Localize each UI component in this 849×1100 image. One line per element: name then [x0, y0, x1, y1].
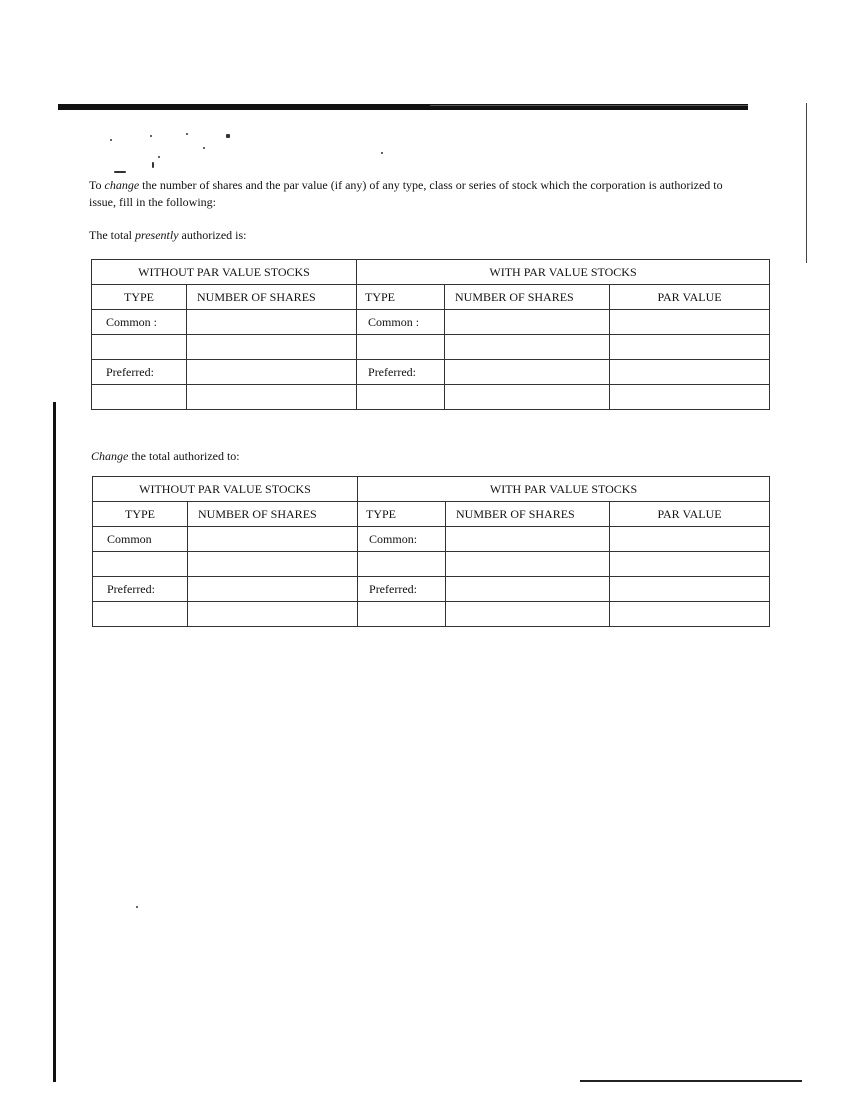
blank-type-field-par[interactable] — [357, 385, 445, 410]
number-of-shares-col-header-par: NUMBER OF SHARES — [445, 285, 610, 310]
common-par-value-field[interactable] — [610, 310, 770, 335]
blank-type-field-par[interactable] — [358, 602, 446, 627]
table-row — [92, 360, 770, 385]
instructions-paragraph: To change the number of shares and the par value (if any) of any type, class or series of stock which the corporation is authorized to issue, fill in the following: — [89, 178, 723, 209]
section-header-row — [93, 477, 770, 502]
blank-shares-field[interactable] — [187, 335, 357, 360]
blank-par-shares-field[interactable] — [445, 385, 610, 410]
top-rule-thin — [430, 105, 748, 106]
scan-speck — [158, 156, 160, 158]
scan-speck — [114, 171, 126, 173]
number-of-shares-col-header-par: NUMBER OF SHARES — [446, 502, 610, 527]
type-col-header: TYPE — [92, 285, 187, 310]
table-row — [93, 577, 770, 602]
par-value-col-header: PAR VALUE — [610, 285, 770, 310]
preferred-type-label-par: Preferred: — [358, 577, 446, 602]
preferred-shares-field[interactable] — [188, 577, 358, 602]
blank-shares-field[interactable] — [188, 552, 358, 577]
present-authorized-label: The total presently authorized is: — [89, 228, 247, 242]
change-authorized-label: Change the total authorized to: — [91, 449, 240, 463]
preferred-type-label: Preferred: — [92, 360, 187, 385]
preferred-par-value-field[interactable] — [610, 577, 770, 602]
par-value-col-header: PAR VALUE — [610, 502, 770, 527]
scan-speck — [136, 906, 138, 908]
scan-speck — [381, 152, 383, 154]
table-row — [93, 527, 770, 552]
common-shares-field[interactable] — [188, 527, 358, 552]
change-authorization-table — [92, 476, 770, 627]
column-header-row — [92, 285, 770, 310]
blank-type-field-par[interactable] — [358, 552, 446, 577]
preferred-shares-field[interactable] — [187, 360, 357, 385]
without-par-header: WITHOUT PAR VALUE STOCKS — [92, 260, 357, 285]
blank-shares-field[interactable] — [187, 385, 357, 410]
type-col-header: TYPE — [93, 502, 188, 527]
blank-par-shares-field[interactable] — [446, 602, 610, 627]
common-par-shares-field[interactable] — [446, 527, 610, 552]
common-type-label-par: Common: — [358, 527, 446, 552]
number-of-shares-col-header: NUMBER OF SHARES — [187, 285, 357, 310]
blank-par-shares-field[interactable] — [446, 552, 610, 577]
table-row — [92, 385, 770, 410]
type-col-header-par: TYPE — [357, 285, 445, 310]
with-par-header: WITH PAR VALUE STOCKS — [357, 260, 770, 285]
blank-par-value-field[interactable] — [610, 335, 770, 360]
scan-speck — [186, 133, 188, 135]
preferred-par-shares-field[interactable] — [445, 360, 610, 385]
blank-par-value-field[interactable] — [610, 385, 770, 410]
blank-type-field[interactable] — [93, 552, 188, 577]
blank-shares-field[interactable] — [188, 602, 358, 627]
common-par-shares-field[interactable] — [445, 310, 610, 335]
table-row — [92, 310, 770, 335]
scan-speck — [110, 139, 112, 141]
present-authorization-table — [91, 259, 770, 410]
blank-par-shares-field[interactable] — [445, 335, 610, 360]
blank-type-field-par[interactable] — [357, 335, 445, 360]
scan-speck — [203, 147, 205, 149]
bottom-rule — [580, 1080, 802, 1082]
number-of-shares-col-header: NUMBER OF SHARES — [188, 502, 358, 527]
preferred-par-shares-field[interactable] — [446, 577, 610, 602]
scan-speck — [152, 162, 154, 168]
scan-speck — [150, 135, 152, 137]
column-header-row — [93, 502, 770, 527]
table-row — [92, 335, 770, 360]
blank-par-value-field[interactable] — [610, 602, 770, 627]
table-row — [93, 552, 770, 577]
with-par-header: WITH PAR VALUE STOCKS — [358, 477, 770, 502]
blank-type-field[interactable] — [93, 602, 188, 627]
common-par-value-field[interactable] — [610, 527, 770, 552]
section-header-row — [92, 260, 770, 285]
left-margin-rule — [53, 402, 56, 1082]
right-margin-rule — [806, 103, 807, 263]
common-shares-field[interactable] — [187, 310, 357, 335]
table-row — [93, 602, 770, 627]
common-type-label: Common — [93, 527, 188, 552]
blank-type-field[interactable] — [92, 385, 187, 410]
preferred-par-value-field[interactable] — [610, 360, 770, 385]
preferred-type-label: Preferred: — [93, 577, 188, 602]
preferred-type-label-par: Preferred: — [357, 360, 445, 385]
without-par-header: WITHOUT PAR VALUE STOCKS — [93, 477, 358, 502]
common-type-label: Common : — [92, 310, 187, 335]
type-col-header-par: TYPE — [358, 502, 446, 527]
scan-speck — [226, 134, 230, 138]
common-type-label-par: Common : — [357, 310, 445, 335]
blank-type-field[interactable] — [92, 335, 187, 360]
blank-par-value-field[interactable] — [610, 552, 770, 577]
